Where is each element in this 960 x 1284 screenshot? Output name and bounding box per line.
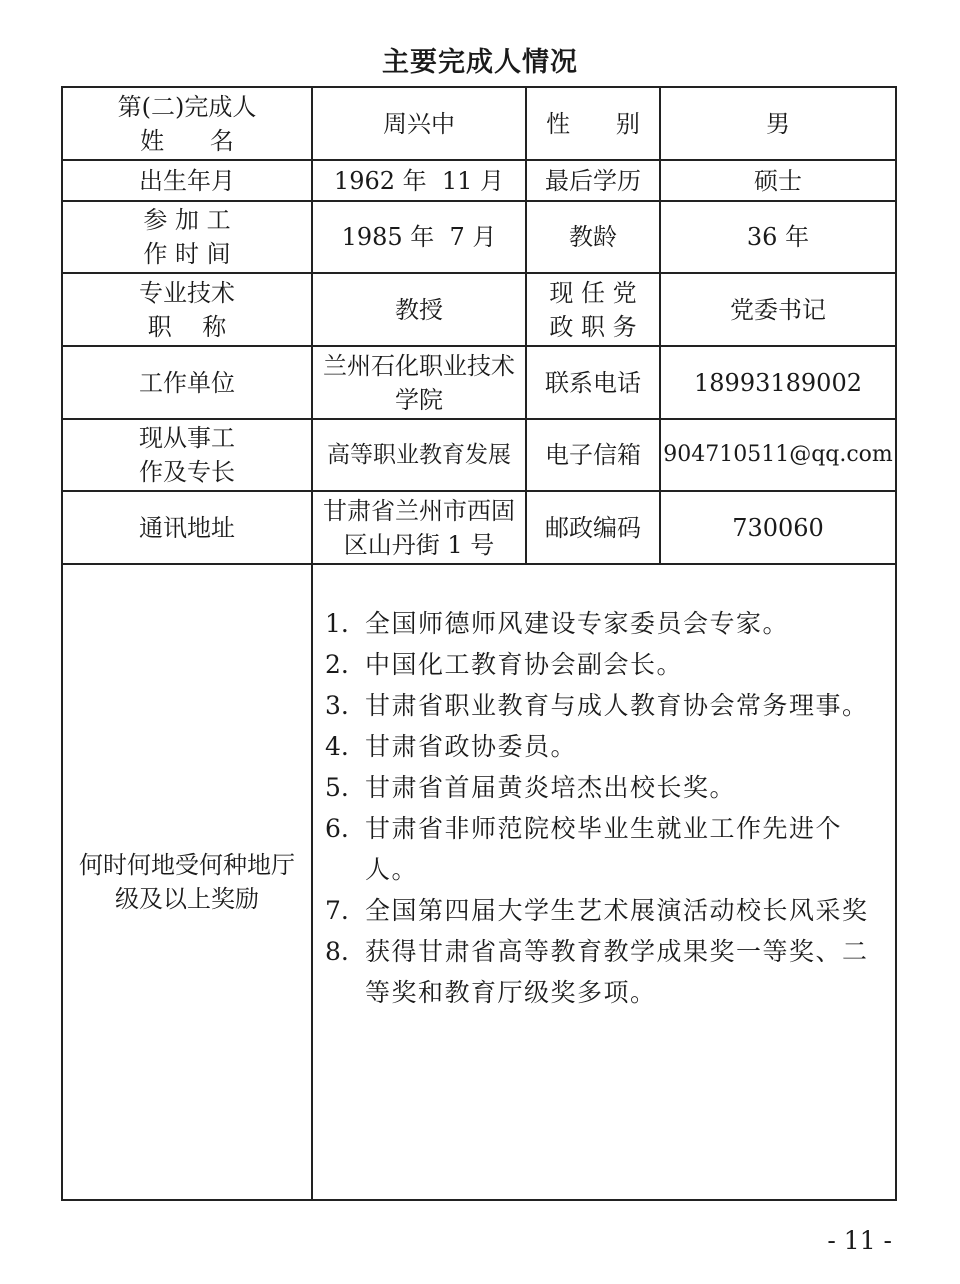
teaching-years-label: 教龄: [526, 201, 660, 273]
birth-value: 1962 年 11 月: [312, 160, 526, 201]
address-value: 甘肃省兰州市西固区山丹街 1 号: [312, 491, 526, 564]
postcode-value: 730060: [660, 491, 896, 564]
awards-label: 何时何地受何种地厅级及以上奖励: [62, 564, 312, 1200]
table-row: [62, 564, 896, 1200]
party-post-value: 党委书记: [660, 273, 896, 346]
list-item: [325, 603, 875, 644]
list-item: [325, 726, 875, 767]
field-value: 高等职业教育发展: [312, 419, 526, 491]
table-row: [62, 419, 896, 491]
info-table: [61, 86, 897, 1201]
award-number: 7.: [325, 896, 349, 925]
award-text: 全国师德师风建设专家委员会专家。: [365, 609, 790, 638]
award-text: 甘肃省职业教育与成人教育协会常务理事。: [365, 691, 869, 720]
award-number: 4.: [325, 732, 349, 761]
gender-value: 男: [660, 87, 896, 160]
award-text: 中国化工教育协会副会长。: [365, 650, 684, 679]
awards-cell: [312, 564, 896, 1200]
education-value: 硕士: [660, 160, 896, 201]
field-label: 现从事工 作及专长: [62, 419, 312, 491]
phone-label: 联系电话: [526, 346, 660, 419]
education-label: 最后学历: [526, 160, 660, 201]
name-label: 第(二)完成人 姓 名: [62, 87, 312, 160]
list-item: [325, 931, 875, 1013]
email-value: 904710511@qq.com: [660, 419, 896, 491]
table-row: [62, 201, 896, 273]
list-item: [325, 644, 875, 685]
title-label: 专业技术 职 称: [62, 273, 312, 346]
table-row: [62, 491, 896, 564]
award-text: 甘肃省政协委员。: [365, 732, 578, 761]
award-number: 3.: [325, 691, 349, 720]
award-number: 8.: [325, 937, 349, 966]
award-number: 2.: [325, 650, 349, 679]
table-row: [62, 160, 896, 201]
phone-value: 18993189002: [660, 346, 896, 419]
postcode-label: 邮政编码: [526, 491, 660, 564]
teaching-years-value: 36 年: [660, 201, 896, 273]
list-item: [325, 767, 875, 808]
title-value: 教授: [312, 273, 526, 346]
award-number: 5.: [325, 773, 349, 802]
page-number: - 11 -: [827, 1226, 892, 1255]
list-item: [325, 808, 875, 890]
awards-list: [325, 603, 875, 1013]
page-title: 主要完成人情况: [382, 47, 578, 78]
party-post-label: 现 任 党 政 职 务: [526, 273, 660, 346]
work-start-value: 1985 年 7 月: [312, 201, 526, 273]
award-text: 甘肃省首届黄炎培杰出校长奖。: [365, 773, 737, 802]
award-text: 甘肃省非师范院校毕业生就业工作先进个人。: [365, 814, 843, 884]
table-row: [62, 87, 896, 160]
award-number: 6.: [325, 814, 349, 843]
work-start-label: 参 加 工 作 时 间: [62, 201, 312, 273]
gender-label: 性 别: [526, 87, 660, 160]
award-text: 全国第四届大学生艺术展演活动校长风采奖: [365, 896, 869, 925]
email-label: 电子信箱: [526, 419, 660, 491]
table-row: [62, 273, 896, 346]
name-value: 周兴中: [312, 87, 526, 160]
table-row: [62, 346, 896, 419]
list-item: [325, 685, 875, 726]
birth-label: 出生年月: [62, 160, 312, 201]
list-item: [325, 890, 875, 931]
employer-value: 兰州石化职业技术学院: [312, 346, 526, 419]
employer-label: 工作单位: [62, 346, 312, 419]
award-number: 1.: [325, 609, 349, 638]
award-text: 获得甘肃省高等教育教学成果奖一等奖、二等奖和教育厅级奖多项。: [365, 937, 869, 1007]
address-label: 通讯地址: [62, 491, 312, 564]
